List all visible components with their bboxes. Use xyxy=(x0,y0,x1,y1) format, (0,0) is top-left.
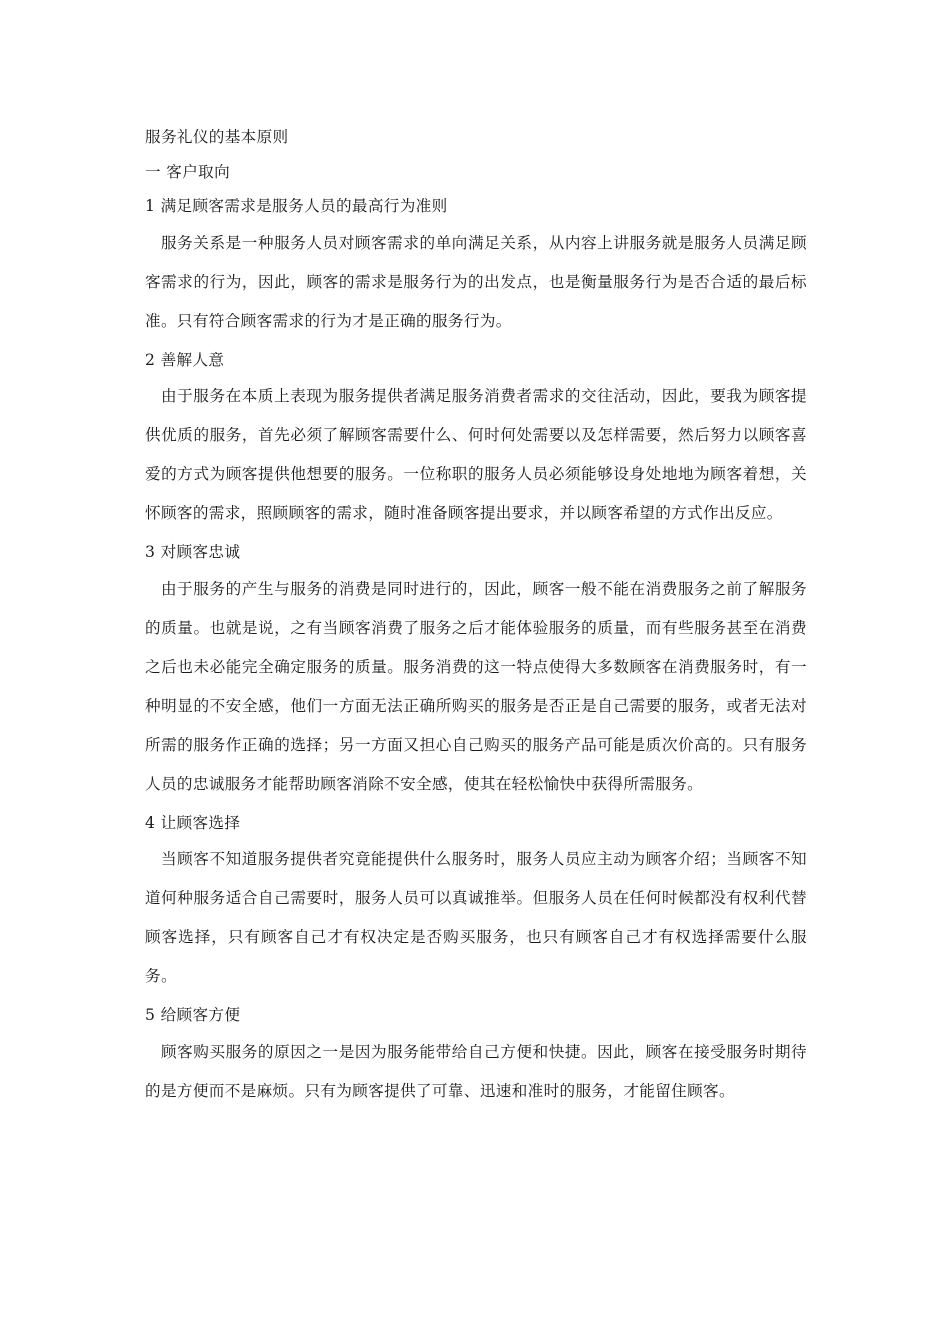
item-heading-1: 1 满足顾客需求是服务人员的最高行为准则 xyxy=(145,197,448,215)
item-body-4: 当顾客不知道服务提供者究竟能提供什么服务时，服务人员应主动为顾客介绍；当顾客不知道何种服务适合自己需要时，服务人员可以真诚推举。但服务人员在任何时候都没有权利代替顾客选择，只有顾客自己才有权决定是否购买服务，也只有顾客自己才有权选择需要什么服务。 xyxy=(145,850,807,985)
item-heading-5: 5 给顾客方便 xyxy=(145,1006,241,1024)
item-heading-4: 4 让顾客选择 xyxy=(145,813,241,832)
document-body xyxy=(145,120,807,1111)
item-body-2: 由于服务在本质上表现为服务提供者满足服务消费者需求的交往活动，因此，要我为顾客提供优质的服务，首先必须了解顾客需要什么、何时何处需要以及怎样需要，然后努力以顾客喜爱的方式为顾客提供他想要的服务。一位称职的服务人员必须能够设身处地地为顾客着想，关怀顾客的需求，照顾顾客的需求，随时准备顾客提出要求，并以顾客希望的方式作出反应。 xyxy=(145,387,807,522)
item-body-5: 顾客购买服务的原因之一是因为服务能带给自己方便和快捷。因此，顾客在接受服务时期待的是方便而不是麻烦。只有为顾客提供了可靠、迅速和准时的服务，才能留住顾客。 xyxy=(145,1042,807,1100)
document-title: 服务礼仪的基本原则 xyxy=(145,128,289,146)
section-heading: 一 客户取向 xyxy=(145,162,231,181)
item-heading-3: 3 对顾客忠诚 xyxy=(145,543,241,561)
item-body-1: 服务关系是一种服务人员对顾客需求的单向满足关系，从内容上讲服务就是服务人员满足顾客需求的行为，因此，顾客的需求是服务行为的出发点，也是衡量服务行为是否合适的最后标准。只有符合顾客需求的行为才是正确的服务行为。 xyxy=(145,233,807,330)
item-body-3: 由于服务的产生与服务的消费是同时进行的，因此，顾客一般不能在消费服务之前了解服务的质量。也就是说，之有当顾客消费了服务之后才能体验服务的质量，而有些服务甚至在消费之后也未必能完全确定服务的质量。服务消费的这一特点使得大多数顾客在消费服务时，有一种明显的不安全感，他们一方面无法正确所购买的服务是否正是自己需要的服务，或者无法对所需的服务作正确的选择；另一方面又担心自己购买的服务产品可能是质次价高的。只有服务人员的忠诚服务才能帮助顾客消除不安全感，使其在轻松愉快中获得所需服务。 xyxy=(145,579,807,793)
item-heading-2: 2 善解人意 xyxy=(145,350,225,369)
